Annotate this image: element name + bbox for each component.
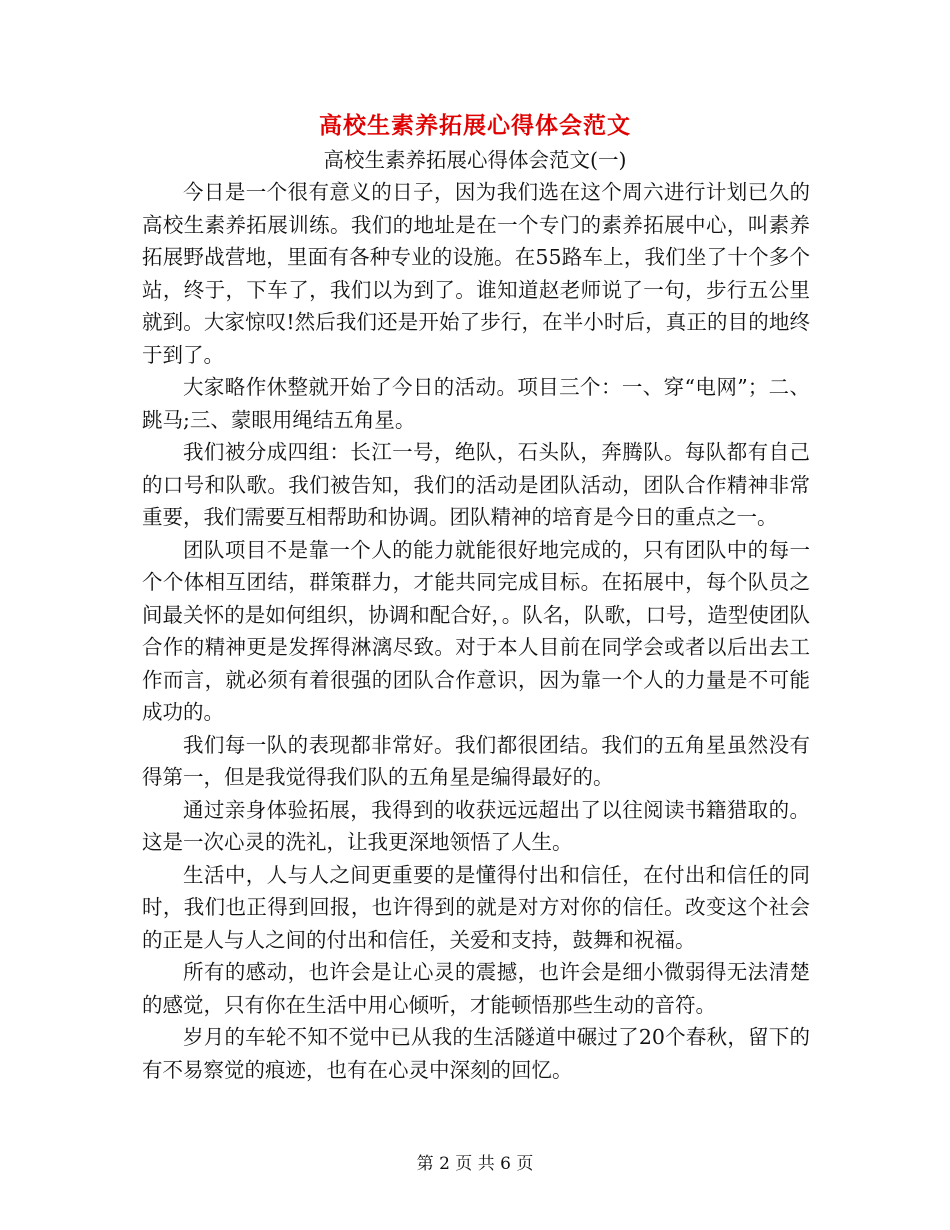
paragraph: 我们被分成四组：长江一号，绝队，石头队，奔腾队。每队都有自己的口号和队歌。我们被告知，我们的活动是团队活动，团队合作精神非常重要，我们需要互相帮助和协调。团队精神的培育是今日的重点之一。 [142,440,810,529]
page-number-footer: 第 2 页 共 6 页 [416,1154,534,1174]
paragraph: 大家略作休整就开始了今日的活动。项目三个：一、穿“电网”；二、跳马;三、蒙眼用绳结五角星。 [142,375,810,432]
paragraph: 通过亲身体验拓展，我得到的收获远远超出了以往阅读书籍猎取的。这是一次心灵的洗礼，让我更深地领悟了人生。 [142,797,810,854]
document-subtitle: 高校生素养拓展心得体会范文(一) [323,148,627,172]
paragraph: 今日是一个很有意义的日子，因为我们选在这个周六进行计划已久的高校生素养拓展训练。我们的地址是在一个专门的素养拓展中心，叫素养拓展野战营地，里面有各种专业的设施。在55路车上，我们坐了十个多个站，终于，下车了，我们以为到了。谁知道赵老师说了一句，步行五公里就到。大家惊叹!然后我们还是开始了步行，在半小时后，真正的目的地终于到了。 [142,180,810,367]
paragraph: 生活中，人与人之间更重要的是懂得付出和信任，在付出和信任的同时，我们也正得到回报，也许得到的就是对方对你的信任。改变这个社会的正是人与人之间的付出和信任，关爱和支持，鼓舞和祝福。 [142,862,810,952]
paragraph: 岁月的车轮不知不觉中已从我的生活隧道中碾过了20个春秋，留下的有不易察觉的痕迹，也有在心灵中深刻的回忆。 [142,1025,810,1082]
document-body [142,176,810,1086]
paragraph: 所有的感动，也许会是让心灵的震撼，也许会是细小微弱得无法清楚的感觉，只有你在生活中用心倾听，才能顿悟那些生动的音符。 [142,960,810,1017]
document-title: 高校生素养拓展心得体会范文 [319,112,631,139]
paragraph: 我们每一队的表现都非常好。我们都很团结。我们的五角星虽然没有得第一，但是我觉得我们队的五角星是编得最好的。 [142,732,810,789]
paragraph: 团队项目不是靠一个人的能力就能很好地完成的，只有团队中的每一个个体相互团结，群策群力，才能共同完成目标。在拓展中，每个队员之间最关怀的是如何组织，协调和配合好，。队名，队歌，口号，造型使团队合作的精神更是发挥得淋漓尽致。对于本人目前在同学会或者以后出去工作而言，就必须有着很强的团队合作意识，因为靠一个人的力量是不可能成功的。 [142,537,810,724]
